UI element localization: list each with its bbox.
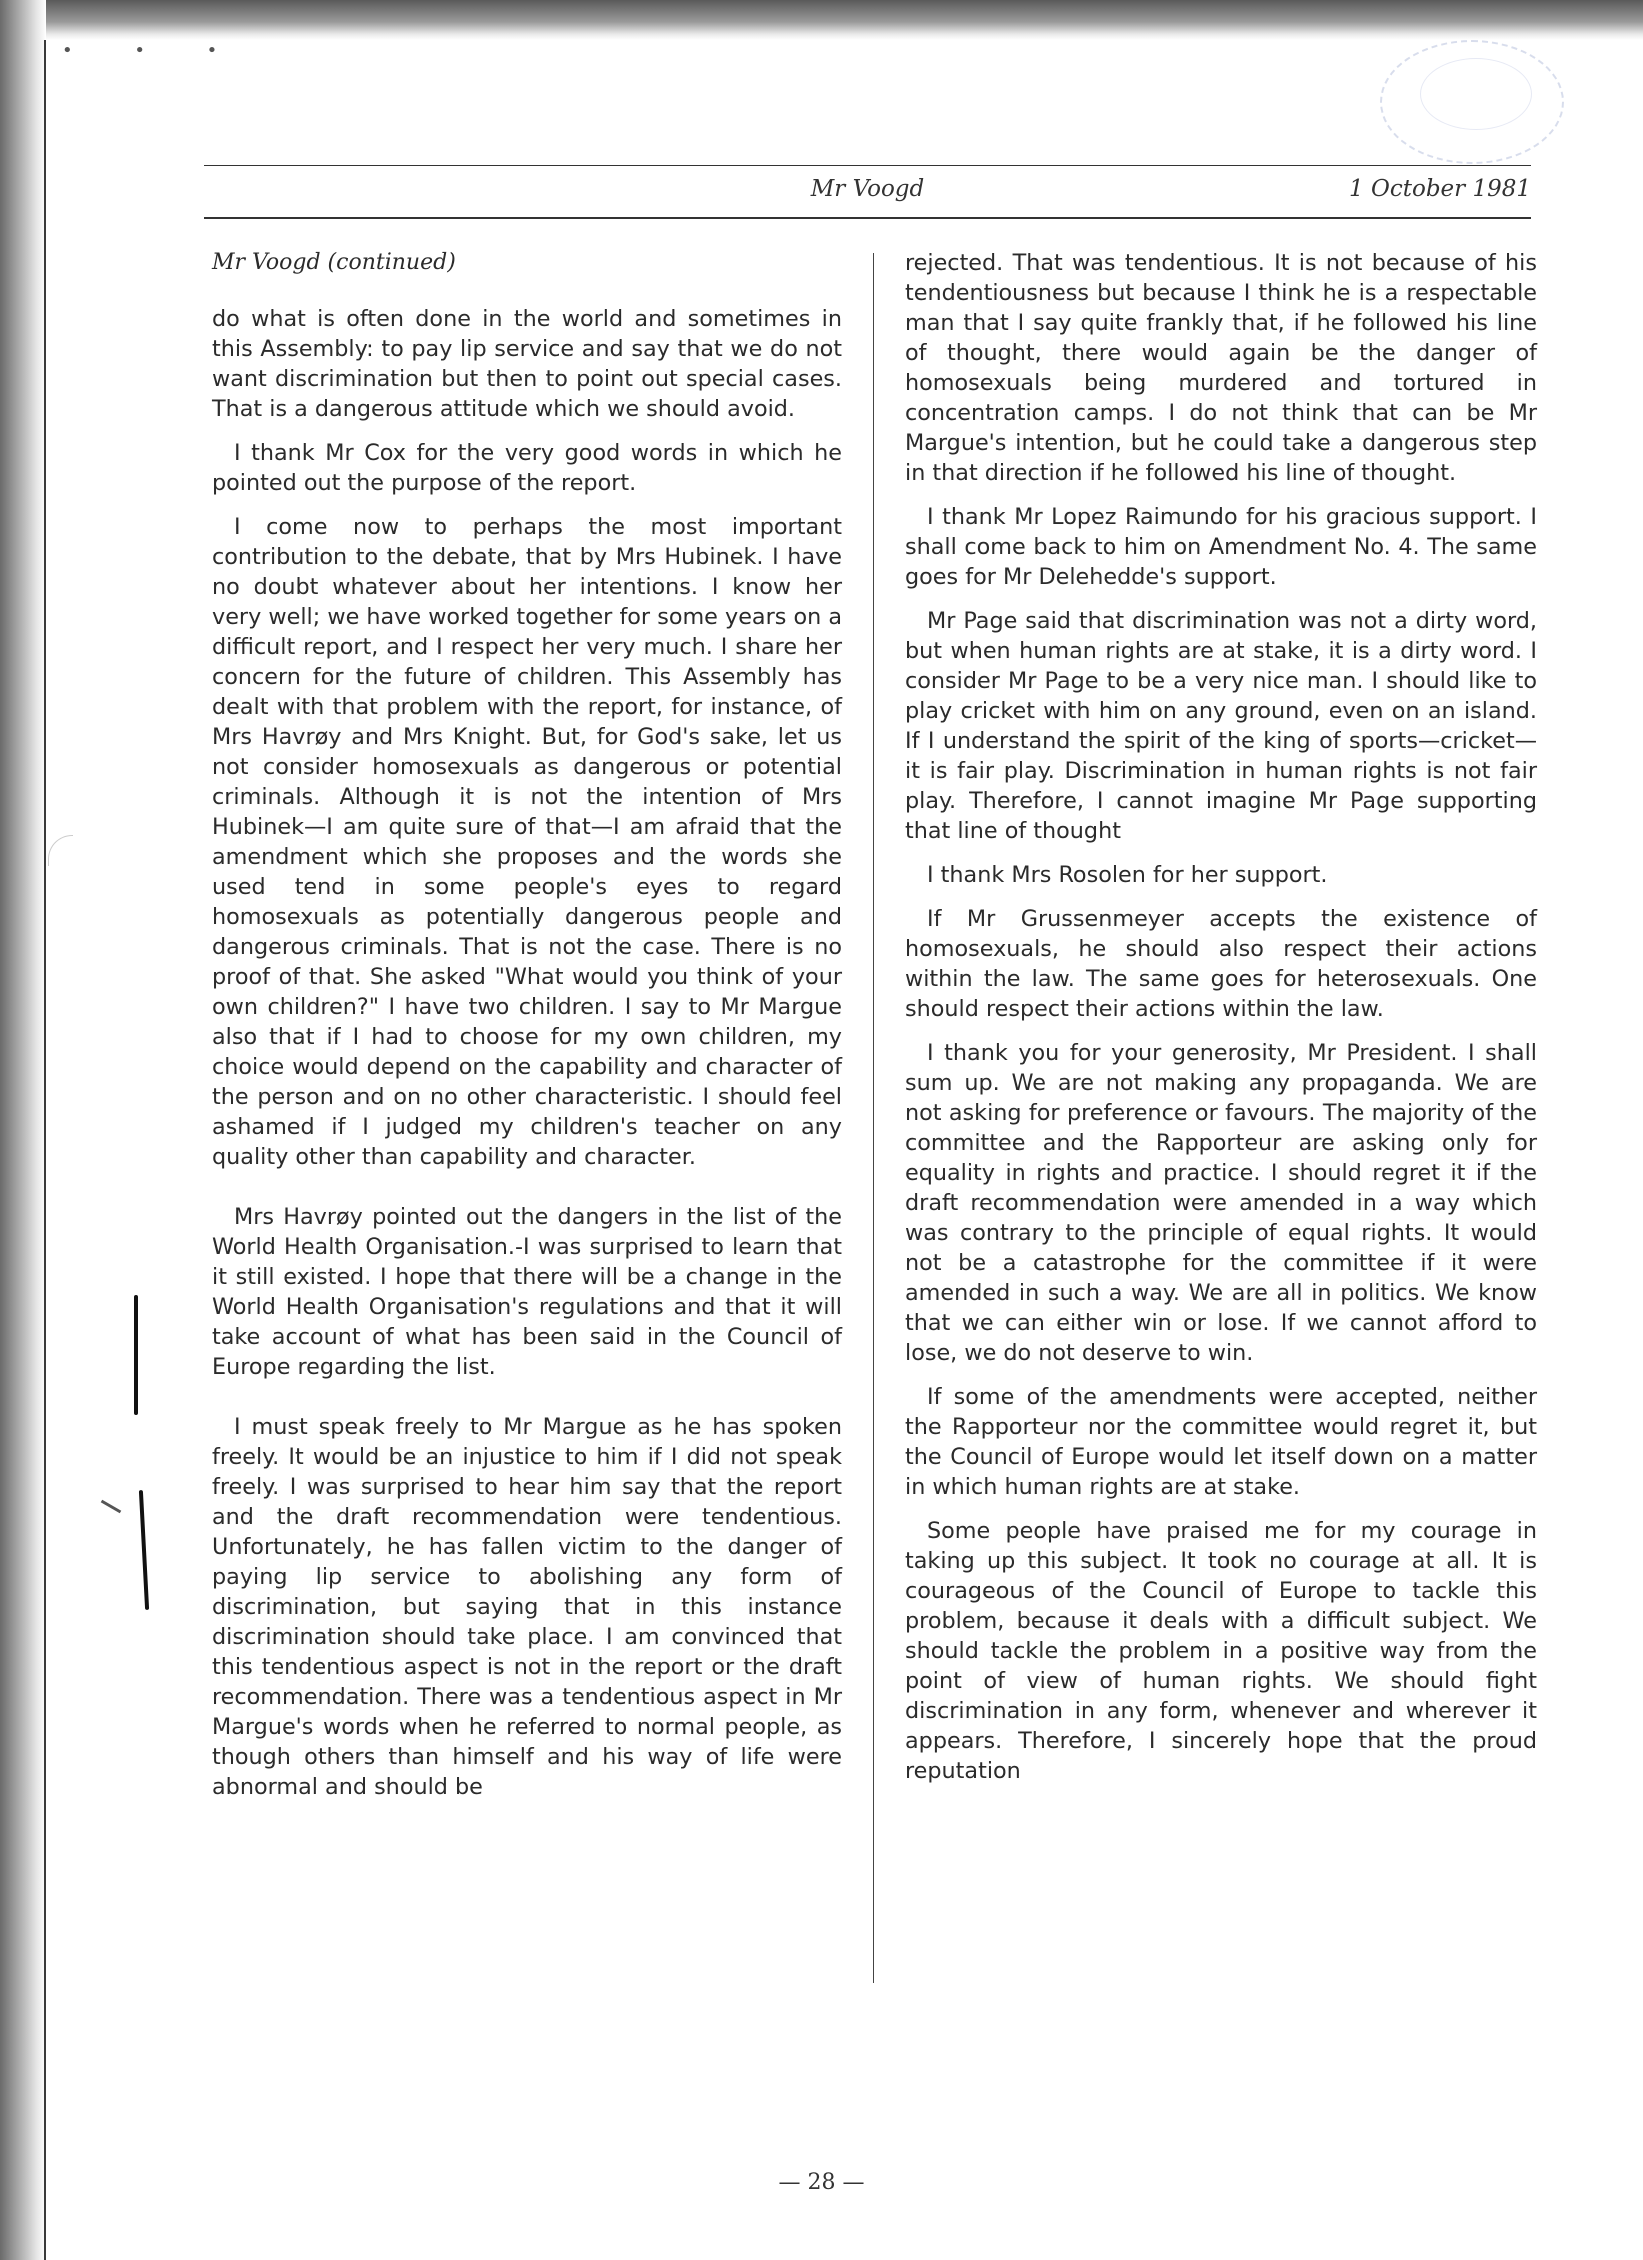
margin-bracket-mark xyxy=(48,835,73,866)
faded-stamp-inner-icon xyxy=(1420,58,1532,130)
paragraph: If Mr Grussenmeyer accepts the existence of homosexuals, he should also respect their actions within the law. The same goes for heterosexuals. One should respect their actions within the law. xyxy=(905,906,1537,1022)
scan-edge-line xyxy=(44,40,46,2260)
column-divider xyxy=(873,253,874,1983)
paragraph: Mrs Havrøy pointed out the dangers in the list of the World Health Organisation.-I was surprised to learn that it still existed. I hope that there will be a change in the World Health Organisation's regulations and that it will take account of what has been said in the Council of Europe regarding the list. xyxy=(212,1204,842,1380)
left-column xyxy=(212,248,842,1816)
paragraph: I thank Mr Cox for the very good words in which he pointed out the purpose of the report. xyxy=(212,440,842,496)
running-head-speaker: Mr Voogd xyxy=(810,176,925,202)
paragraph: If some of the amendments were accepted, neither the Rapporteur nor the committee would regret it, but the Council of Europe would let itself down on a matter in which human rights are at stake. xyxy=(905,1384,1537,1500)
continuation-heading: Mr Voogd (continued) xyxy=(212,250,456,275)
paragraph: I thank you for your generosity, Mr President. I shall sum up. We are not making any propaganda. We are not asking for preference or favours. The majority of the committee and the Rapporteur are asking only for equality in rights and practice. I should regret it if the draft recommendation were amended in a way which was contrary to the principle of equal rights. It would not be a catastrophe for the committee if it were amended in such a way. We are all in politics. We know that we can either win or lose. If we cannot afford to lose, we do not deserve to win. xyxy=(905,1040,1537,1366)
paragraph: I thank Mrs Rosolen for her support. xyxy=(927,862,1328,888)
paragraph: Some people have praised me for my courage in taking up this subject. It took no courage at all. It is courageous of the Council of Europe to tackle this problem, because it deals with a difficult subject. We should tackle the problem in a positive way from the point of view of human rights. We should fight discrimination in any form, whenever and wherever it appears. Therefore, I sincerely hope that the proud reputation xyxy=(905,1518,1537,1784)
paragraph: I come now to perhaps the most important contribution to the debate, that by Mrs Hubinek. I have no doubt whatever about her intentions. I know her very well; we have worked together for some years on a difficult report, and I respect her very much. I share her concern for the future of children. This Assembly has dealt with that problem with the report, for instance, of Mrs Havrøy and Mrs Knight. But, for God's sake, let us not consider homosexuals as dangerous or potential criminals. Although it is not the intention of Mrs Hubinek—I am quite sure of that—I am afraid that the amendment which she proposes and the words she used tend in some people's eyes to regard homosexuals as potentially dangerous people and dangerous criminals. That is not the case. There is no proof of that. She asked "What would you think of your own children?" I have two children. I say to Mr Margue also that if I had to choose for my own children, my choice would depend on the capability and character of the person and on no other characteristic. I should feel ashamed if I judged my children's teacher on any quality other than capability and character. xyxy=(212,514,842,1170)
margin-pen-mark xyxy=(134,1295,138,1415)
running-head xyxy=(204,176,1531,210)
margin-pen-mark xyxy=(139,1490,149,1610)
paragraph: I must speak freely to Mr Margue as he has spoken freely. It would be an injustice to him if I did not speak freely. I was surprised to hear him say that the report and the draft recommendation were tendentious. Unfortunately, he has fallen victim to the danger of paying lip service to abolishing any form of discrimination, but saying that in this instance discrimination should take place. I am convinced that this tendentious aspect is not in the report or the draft recommendation. There was a tendentious aspect in Mr Margue's words when he referred to normal people, as though others than himself and his way of life were abnormal and should be xyxy=(212,1414,842,1800)
paragraph: rejected. That was tendentious. It is not because of his tendentiousness but because I think he is a respectable man that I say quite frankly that, if he followed his line of thought, there would again be the danger of homosexuals being murdered and tortured in concentration camps. I do not think that can be Mr Margue's intention, but he could take a dangerous step in that direction if he followed his line of thought. xyxy=(905,250,1537,486)
scan-specks: • • • xyxy=(62,40,246,61)
running-head-date: 1 October 1981 xyxy=(1349,176,1531,202)
right-column xyxy=(905,248,1537,1800)
paragraph: Mr Page said that discrimination was not a dirty word, but when human rights are at stake, it is a dirty word. I consider Mr Page to be a very nice man. I should like to play cricket with him on any ground, even on an island. If I understand the spirit of the king of sports—cricket— it is fair play. Discrimination in human rights is not fair play. Therefore, I cannot imagine Mr Page supporting that line of thought xyxy=(905,608,1537,844)
header-rule-top xyxy=(204,165,1531,166)
scan-shadow-left xyxy=(0,0,46,2260)
paragraph: I thank Mr Lopez Raimundo for his gracious support. I shall come back to him on Amendment No. 4. The same goes for Mr Delehedde's support. xyxy=(905,504,1537,590)
header-rule-bottom xyxy=(204,217,1531,219)
margin-pen-tick xyxy=(101,1500,122,1514)
scan-shadow-top xyxy=(0,0,1643,40)
page-number: — 28 — xyxy=(778,2170,865,2195)
paragraph: do what is often done in the world and sometimes in this Assembly: to pay lip service and say that we do not want discrimination but then to point out special cases. That is a dangerous attitude which we should avoid. xyxy=(212,306,842,422)
